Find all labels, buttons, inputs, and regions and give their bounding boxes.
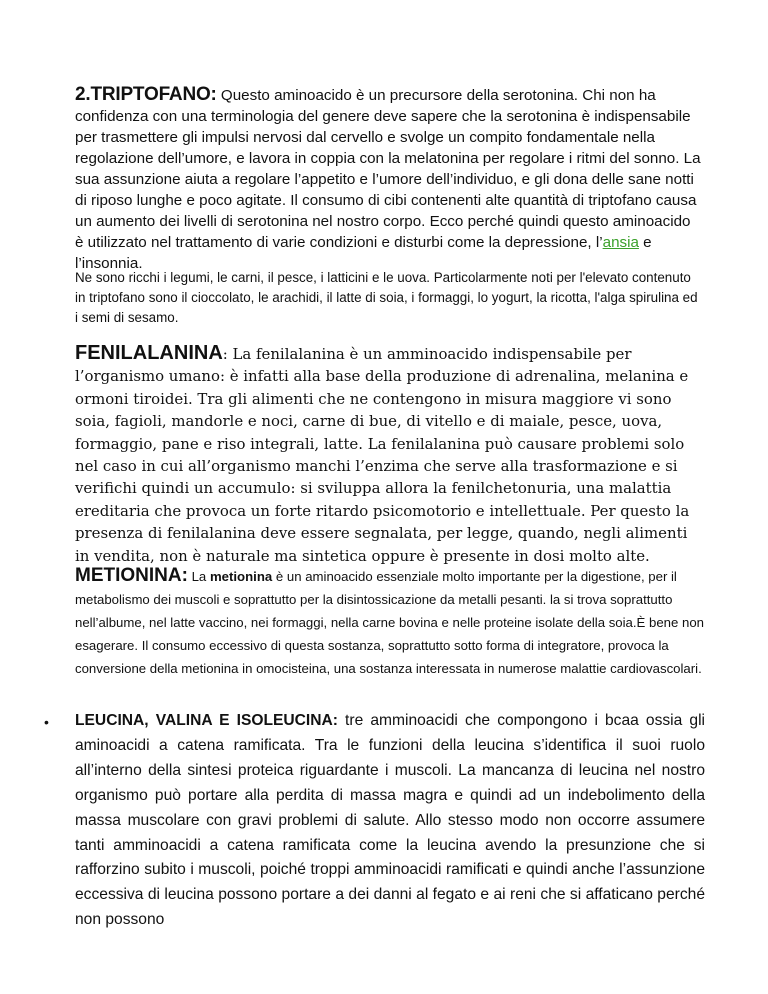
metionina-heading: METIONINA:: [75, 565, 188, 586]
triptofano-text-a: Questo aminoacido è un precursore della serotonina. Chi non ha confidenza con una terminologia del genere deve sapere che la serotonina è indispensabile per trasmettere gli impulsi nervosi dal cervello e svolge un compito fondamentale nella regolazione dell’umore, e lavora in coppia con la melatonina per regolare i ritmi del sonno. La sua assunzione aiuta a regolare l’appetito e l’umore dell’individuo, e gli dona delle sane notti di riposo lunghe e poco agitate. Il consumo di cibi contenenti alte quantità di triptofano causa un aumento dei livelli di serotonina nel nostro corpo. Ecco perché quindi questo aminoacido è utilizzato nel trattamento di varie condizioni e disturbi come la depressione, l’: [75, 87, 701, 251]
leucina-paragraph: [75, 709, 705, 933]
triptofano-text-b: e l’insonnia.: [75, 234, 652, 272]
fenilalanina-paragraph: [75, 342, 705, 567]
metionina-text-a: La: [187, 569, 210, 584]
triptofano-heading: 2.TRIPTOFANO:: [75, 84, 217, 105]
fenilalanina-heading: FENILALANINA: [75, 342, 223, 364]
leucina-text: tre amminoacidi che compongono i bcaa ossia gli aminoacidi a catena ramificata. Tra le funzioni della leucina s’identifica il suoi ruolo all’interno della sintesi proteica riguardante i muscoli. La mancanza di leucina nel nostro organismo può portare alla perdita di massa magra e quindi ad un indebolimento della massa muscolare con gravi problemi di salute. Allo stesso modo non occorre assumere tanti amminoacidi a catena ramificata come la leucina avendo la presunzione che si rafforzino subito i muscoli, poiché troppi amminoacidi ramificati e quindi anche l’assunzione eccessiva di leucina possono portare a dei danni al fegato e ai reni che si affaticano perché non possono: [75, 712, 705, 929]
ansia-link[interactable]: ansia: [602, 234, 639, 251]
metionina-paragraph: [75, 564, 705, 680]
metionina-text-b: è un aminoacido essenziale molto importante per la digestione, per il metabolismo dei muscoli e soprattutto per la disintossicazione da metalli pesanti. la si trova soprattutto nell’albume, nel latte vaccino, nei formaggi, nella carne bovina e nelle proteine isolate della soia.È bene non esagerare. Il consumo eccessivo di questa sostanza, soprattutto sotto forma di integratore, provoca la conversione della metionina in omocisteina, una sostanza interessata in numerose malattie cardiovascolari.: [75, 569, 705, 676]
list-bullet: •: [44, 714, 49, 730]
fenilalanina-text: : La fenilalanina è un amminoacido indispensabile per l’organismo umano: è infatti alla base della produzione di adrenalina, melanina e ormoni tiroidei. Tra gli alimenti che ne contengono in misura maggiore vi sono soia, fagioli, mandorle e noci, carne di bue, di vitello e di maiale, pesce, uova, formaggio, pane e riso integrali, latte. La fenilalanina può causare problemi solo nel caso in cui all’organismo manchi l’enzima che serve alla trasformazione e si verifichi quindi un accumulo: si sviluppa allora la fenilchetonuria, una malattia ereditaria che provoca un forte ritardo psicomotorio e intellettuale. Per questo la presenza di fenilalanina deve essere segnalata, per legge, quando, negli alimenti in vendita, non è naturale ma sintetica oppure è presente in dosi molto alte.: [75, 345, 690, 565]
leucina-heading: LEUCINA, VALINA E ISOLEUCINA:: [75, 712, 338, 729]
triptofano-paragraph: [75, 84, 703, 274]
metionina-bold-word: metionina: [209, 569, 273, 584]
triptofano-foods-paragraph: Ne sono ricchi i legumi, le carni, il pesce, i latticini e le uova. Particolarmente noti per l'elevato contenuto in triptofano sono il cioccolato, le arachidi, il latte di soia, i formaggi, lo yogurt, la ricotta, l'alga spirulina ed i semi di sesamo.: [75, 270, 698, 325]
